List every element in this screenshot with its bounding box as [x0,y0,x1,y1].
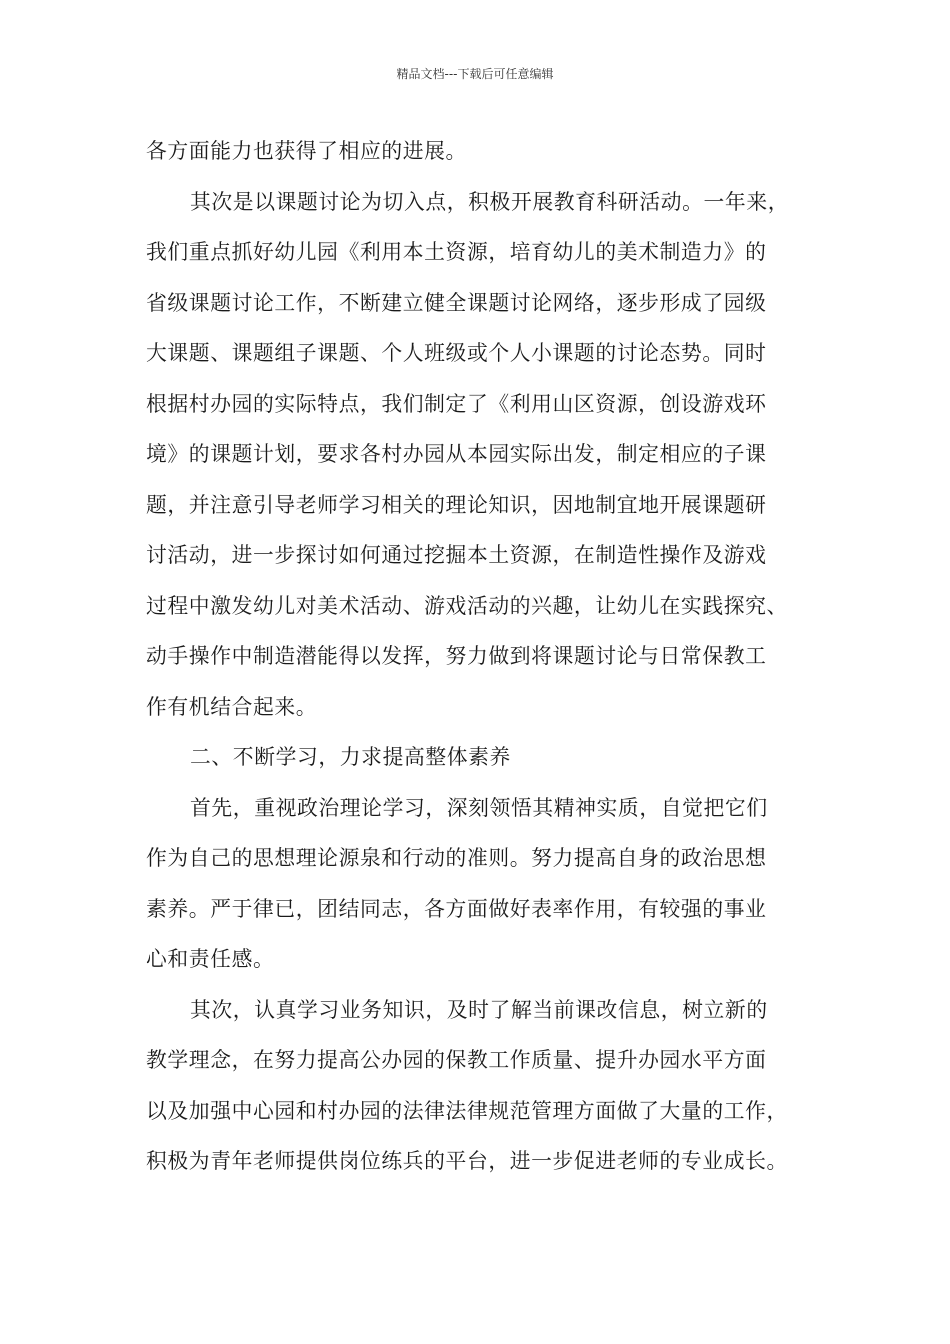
body-line: 根据村办园的实际特点，我们制定了《利用山区资源，创设游戏环 [146,392,767,416]
body-line: 省级课题讨论工作，不断建立健全课题讨论网络，逐步形成了园级 [146,291,767,315]
page-header: 精品文档---下载后可任意编辑 [396,67,554,81]
body-line: 作有机结合起来。 [146,695,318,719]
body-line: 积极为青年老师提供岗位练兵的平台，进一步促进老师的专业成长。 [146,1149,788,1173]
body-line: 以及加强中心园和村办园的法律法律规范管理方面做了大量的工作， [146,1099,788,1123]
body-line: 讨活动，进一步探讨如何通过挖掘本土资源，在制造性操作及游戏 [146,543,767,567]
body-line: 境》的课题计划，要求各村办园从本园实际出发，制定相应的子课 [146,442,767,466]
paragraph-first-line: 其次，认真学习业务知识，及时了解当前课改信息，树立新的 [190,998,768,1022]
paragraph-first-line: 其次是以课题讨论为切入点，积极开展教育科研活动。一年来， [190,190,790,214]
body-line: 作为自己的思想理论源泉和行动的准则。努力提高自身的政治思想 [146,846,767,870]
body-line: 我们重点抓好幼儿园《利用本土资源，培育幼儿的美术制造力》的 [146,240,767,264]
body-line: 心和责任感。 [146,947,275,971]
body-line: 素养。严于律已，团结同志，各方面做好表率作用，有较强的事业 [146,897,767,921]
section-heading: 二、不断学习，力求提高整体素养 [190,745,511,769]
paragraph-first-line: 首先，重视政治理论学习，深刻领悟其精神实质，自觉把它们 [190,796,768,820]
body-line: 题，并注意引导老师学习相关的理论知识，因地制宜地开展课题研 [146,493,767,517]
body-line: 各方面能力也获得了相应的进展。 [146,139,467,163]
body-line: 动手操作中制造潜能得以发挥，努力做到将课题讨论与日常保教工 [146,644,767,668]
body-line: 大课题、课题组子课题、个人班级或个人小课题的讨论态势。同时 [146,341,767,365]
body-line: 教学理念，在努力提高公办园的保教工作质量、提升办园水平方面 [146,1048,767,1072]
body-line: 过程中激发幼儿对美术活动、游戏活动的兴趣，让幼儿在实践探究、 [146,594,788,618]
